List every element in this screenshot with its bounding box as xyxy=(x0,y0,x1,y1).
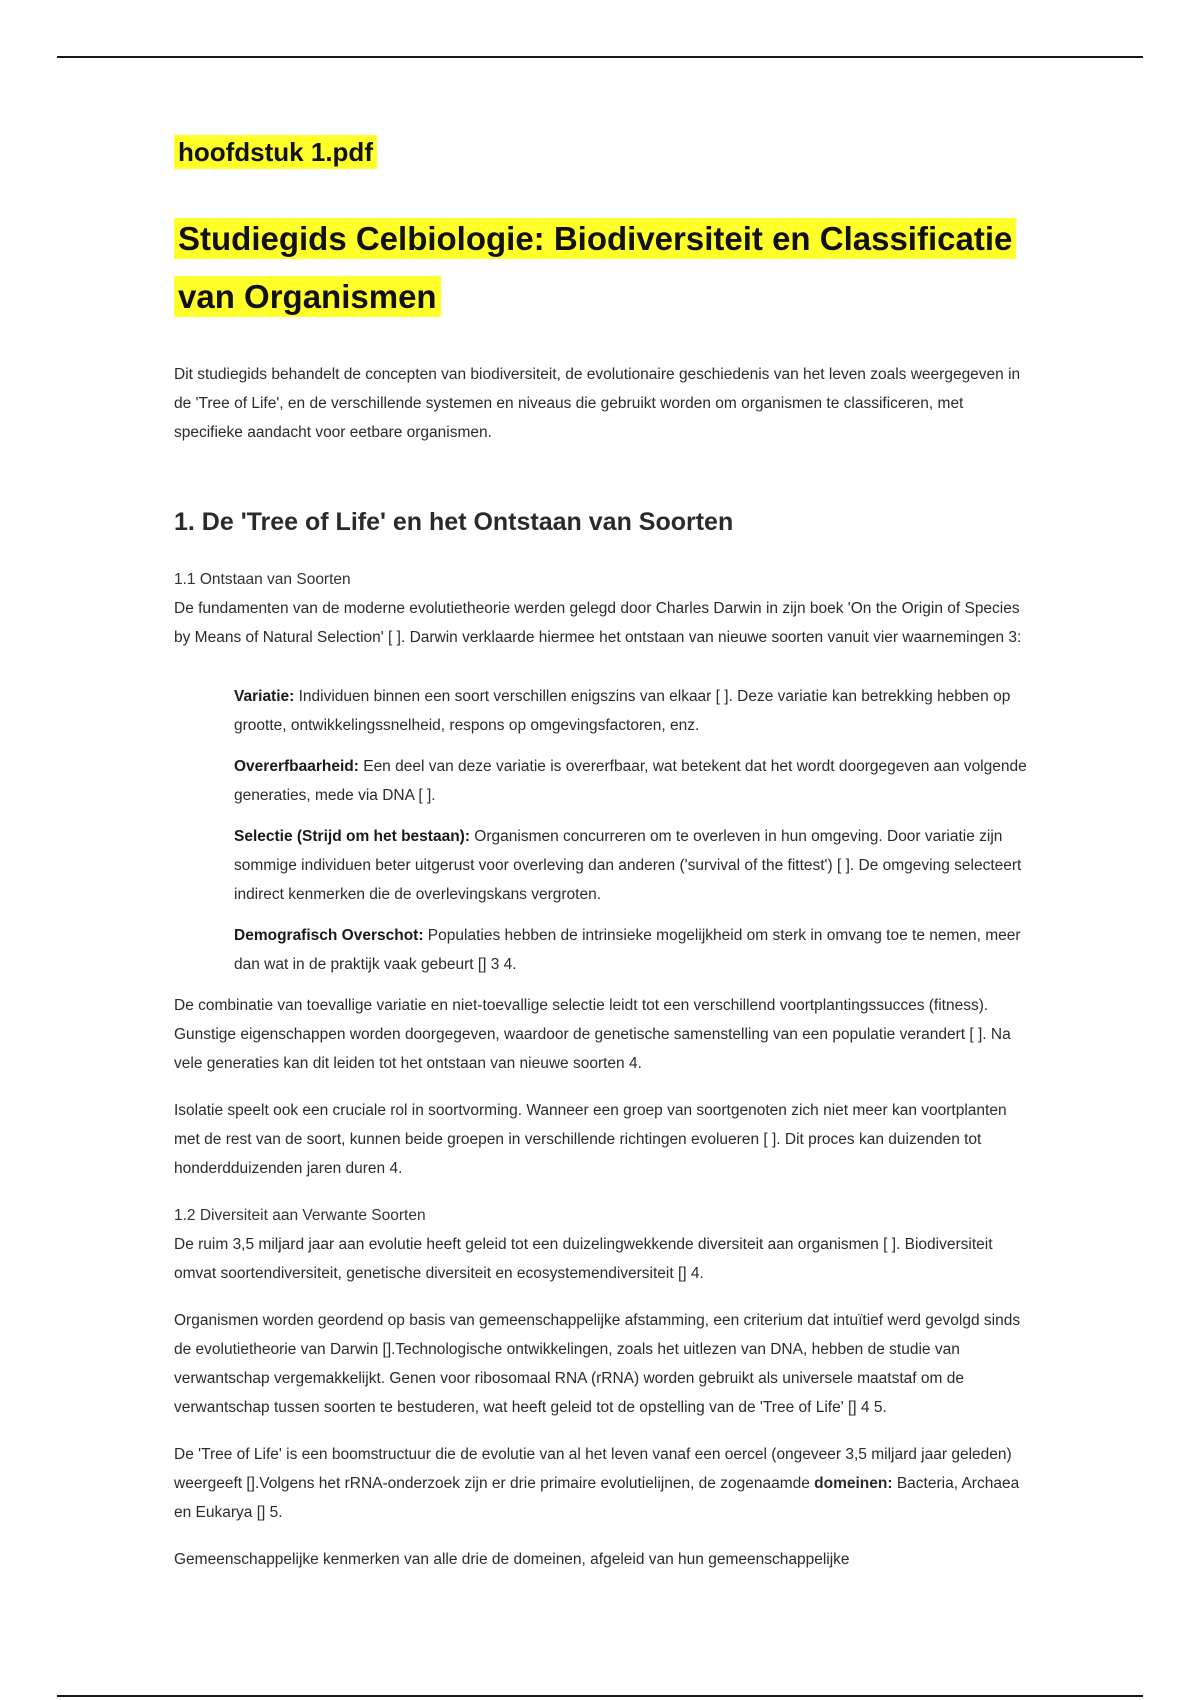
file-title-highlight: hoofdstuk 1.pdf xyxy=(174,135,377,169)
subsection-text: De ruim 3,5 miljard jaar aan evolutie heeft geleid tot een duizelingwekkende diversiteit aan organismen [ ]. Biodiversiteit omvat soortendiversiteit, genetische diversiteit en ecosystemendiversiteit [] 4. xyxy=(174,1236,993,1282)
observation-list xyxy=(234,682,1034,979)
paragraph-tree-text-end: Bacteria, Archaea en Eukarya [] 5. xyxy=(174,1475,1020,1521)
document-page xyxy=(174,132,1034,1592)
list-item xyxy=(234,752,1034,810)
list-item-text: Een deel van deze variatie is overerfbaar, wat betekent dat het wordt doorgegeven aan volgende generaties, mede via DNA [ ]. xyxy=(234,758,1027,804)
domains-term: domeinen: xyxy=(814,1475,893,1492)
list-item-term: Selectie (Strijd om het bestaan): xyxy=(234,828,470,845)
page-title-line2: van Organismen xyxy=(174,276,441,317)
top-rule xyxy=(57,56,1143,58)
page-title-line1: Studiegids Celbiologie: Biodiversiteit en Classificatie xyxy=(174,218,1016,259)
paragraph-tree-text: De 'Tree of Life' is een boomstructuur die de evolutie van al het leven vanaf een oercel (ongeveer 3,5 miljard jaar geleden) weergeeft [].Volgens het rRNA-onderzoek zijn er drie primaire evolutielijnen, de zogenaamde xyxy=(174,1446,1012,1492)
list-item xyxy=(234,822,1034,909)
subsection-diversity xyxy=(174,1201,1034,1288)
subsection-title: 1.2 Diversiteit aan Verwante Soorten xyxy=(174,1207,426,1224)
paragraph-combination: De combinatie van toevallige variatie en niet-toevallige selectie leidt tot een verschillend voortplantingssucces (fitness). Gunstige eigenschappen worden doorgegeven, waardoor de genetische samenstelling van een populatie verandert [ ]. Na vele generaties kan dit leiden tot het ontstaan van nieuwe soorten 4. xyxy=(174,997,1011,1072)
list-item-term: Variatie: xyxy=(234,688,295,705)
bottom-rule xyxy=(57,1695,1143,1697)
list-item-term: Demografisch Overschot: xyxy=(234,927,424,944)
subsection-title: 1.1 Ontstaan van Soorten xyxy=(174,571,351,588)
paragraph-last: Gemeenschappelijke kenmerken van alle drie de domeinen, afgeleid van hun gemeenschappelijke xyxy=(174,1551,850,1568)
list-item-text: Populaties hebben de intrinsieke mogelijkheid om sterk in omvang toe te nemen, meer dan wat in de praktijk vaak gebeurt [] 3 4. xyxy=(234,927,1021,973)
subsection-text: De fundamenten van de moderne evolutietheorie werden gelegd door Charles Darwin in zijn boek 'On the Origin of Species by Means of Natural Selection' [ ]. Darwin verklaarde hiermee het ontstaan van nieuwe soorten vanuit vier waarnemingen 3: xyxy=(174,600,1022,646)
list-item-text: Individuen binnen een soort verschillen enigszins van elkaar [ ]. Deze variatie kan betrekking hebben op grootte, ontwikkelingssnelheid, respons op omgevingsfactoren, enz. xyxy=(234,688,1011,734)
list-item xyxy=(234,921,1034,979)
paragraph-tree xyxy=(174,1440,1034,1527)
section-heading: 1. De 'Tree of Life' en het Ontstaan van Soorten xyxy=(174,508,734,536)
file-title xyxy=(174,132,1034,172)
page-title xyxy=(174,210,1034,326)
list-item-text: Organismen concurreren om te overleven in hun omgeving. Door variatie zijn sommige individuen beter uitgerust voor overleving dan anderen ('survival of the fittest') [ ]. De omgeving selecteert indirect kenmerken die de overlevingskans vergroten. xyxy=(234,828,1022,903)
subsection-origin xyxy=(174,565,1034,652)
paragraph-organisms: Organismen worden geordend op basis van gemeenschappelijke afstamming, een criterium dat intuïtief werd gevolgd sinds de evolutietheorie van Darwin [].Technologische ontwikkelingen, zoals het uitlezen van DNA, hebben de studie van verwantschap vergemakkelijkt. Genen voor ribosomaal RNA (rRNA) worden gebruikt als universele maatstaf om de verwantschap tussen soorten te bestuderen, wat heeft geleid tot de opstelling van de 'Tree of Life' [] 4 5. xyxy=(174,1312,1021,1416)
paragraph-isolation: Isolatie speelt ook een cruciale rol in soortvorming. Wanneer een groep van soortgenoten zich niet meer kan voortplanten met de rest van de soort, kunnen beide groepen in verschillende richtingen evolueren [ ]. Dit proces kan duizenden tot honderdduizenden jaren duren 4. xyxy=(174,1102,1007,1177)
intro-paragraph: Dit studiegids behandelt de concepten van biodiversiteit, de evolutionaire geschiedenis van het leven zoals weergegeven in de 'Tree of Life', en de verschillende systemen en niveaus die gebruikt worden om organismen te classificeren, met specifieke aandacht voor eetbare organismen. xyxy=(174,366,1021,441)
list-item-term: Overerfbaarheid: xyxy=(234,758,359,775)
list-item xyxy=(234,682,1034,740)
